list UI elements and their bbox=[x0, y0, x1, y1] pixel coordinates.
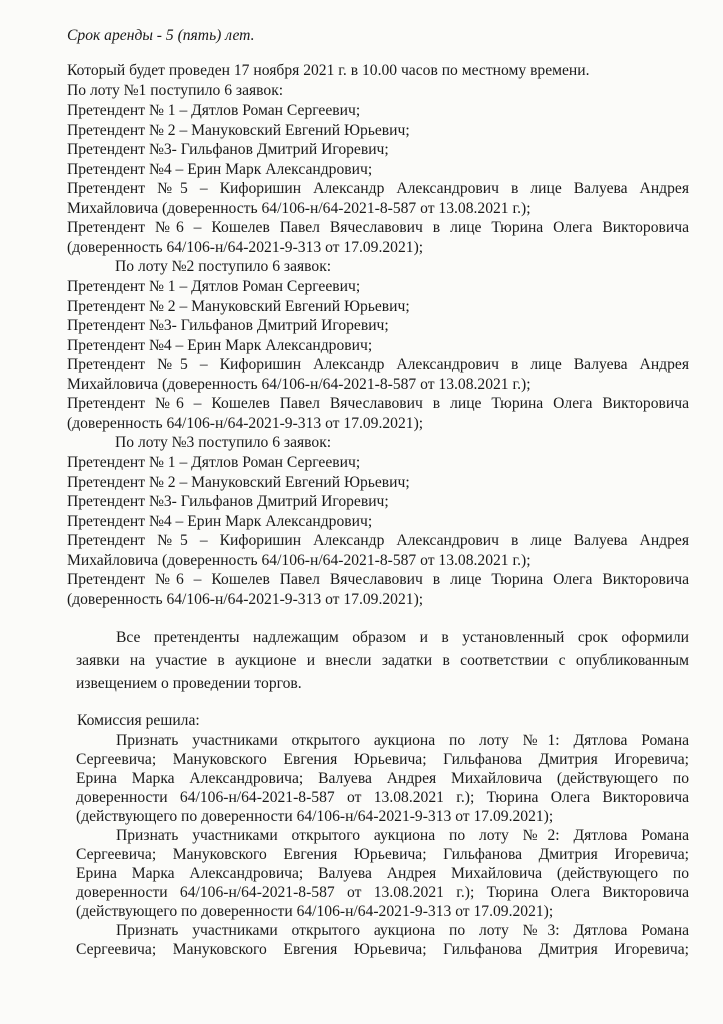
decision-line: Признать участниками открытого аукциона по лоту №1: Дятлова Романа bbox=[116, 732, 689, 749]
decision-line: Ерина Марка Александровича; Валуева Андрея Михайловича (действующего по bbox=[76, 865, 689, 882]
applicant-line: Претендент № 2 – Мануковский Евгений Юрьевич; bbox=[67, 121, 410, 139]
applicant-line: Претендент №6 – Кошелев Павел Вячеславович в лице Тюрина Олега Викторовича bbox=[67, 571, 689, 588]
applicant-line: Претендент № 1 – Дятлов Роман Сергеевич; bbox=[67, 278, 361, 295]
applicant-line: (доверенность 64/106-н/64-2021-9-313 от 17.09.2021); bbox=[67, 414, 424, 432]
decision-line: Признать участниками открытого аукциона по лоту №3: Дятлова Романа bbox=[116, 922, 689, 939]
decision-line: Сергеевича; Мануковского Евгения Юрьевича; Гильфанова Дмитрия Игоревича; bbox=[76, 751, 689, 768]
lease-term: Срок аренды - 5 (пять) лет. bbox=[67, 27, 255, 44]
applicant-line: Претендент № 1 – Дятлов Роман Сергеевич; bbox=[67, 102, 361, 119]
summary-line: извещением о проведении торгов. bbox=[76, 675, 302, 692]
decision-line: Признать участниками открытого аукциона по лоту №2: Дятлова Романа bbox=[116, 827, 689, 844]
decision-line: (действующего по доверенности 64/106-н/64-2021-9-313 от 17.09.2021); bbox=[76, 903, 554, 920]
applicant-line: Михайловича (доверенность 64/106-н/64-2021-8-587 от 13.08.2021 г.); bbox=[67, 375, 531, 393]
lot-header: По лоту №3 поступило 6 заявок: bbox=[115, 434, 332, 451]
decision-line: доверенности 64/106-н/64-2021-8-587 от 13.08.2021 г.); Тюрина Олега Викторовича bbox=[76, 884, 689, 901]
applicant-line: Претендент №3- Гильфанов Дмитрий Игоревич; bbox=[67, 493, 389, 510]
applicant-line: Михайловича (доверенность 64/106-н/64-2021-8-587 от 13.08.2021 г.); bbox=[67, 551, 531, 569]
applicant-line: Претендент № 1 – Дятлов Роман Сергеевич; bbox=[67, 454, 361, 471]
summary-line: заявки на участие в аукционе и внесли задатки в соответствии с опубликованным bbox=[76, 652, 689, 669]
auction-intro: Который будет проведен 17 ноября 2021 г. в 10.00 часов по местному времени. bbox=[67, 62, 590, 79]
decision-line: Ерина Марка Александровича; Валуева Андрея Михайловича (действующего по bbox=[76, 770, 689, 787]
applicant-line: Претендент № 2 – Мануковский Евгений Юрьевич; bbox=[67, 473, 410, 491]
applicant-line: Претендент №4 – Ерин Марк Александрович; bbox=[67, 160, 373, 178]
applicant-line: Михайловича (доверенность 64/106-н/64-2021-8-587 от 13.08.2021 г.); bbox=[67, 199, 531, 217]
applicant-line: Претендент №5 – Кифоришин Александр Александрович в лице Валуева Андрея bbox=[67, 356, 689, 373]
applicant-line: Претендент № 2 – Мануковский Евгений Юрьевич; bbox=[67, 297, 410, 315]
decision-line: (действующего по доверенности 64/106-н/64-2021-9-313 от 17.09.2021); bbox=[76, 808, 554, 825]
applicant-line: Претендент №4 – Ерин Марк Александрович; bbox=[67, 336, 373, 354]
applicant-line: Претендент №3- Гильфанов Дмитрий Игоревич; bbox=[67, 317, 389, 334]
lot-header: По лоту №1 поступило 6 заявок: bbox=[67, 82, 284, 99]
applicant-line: Претендент №5 – Кифоришин Александр Александрович в лице Валуева Андрея bbox=[67, 180, 689, 197]
commission-heading: Комиссия решила: bbox=[77, 712, 200, 729]
applicant-line: (доверенность 64/106-н/64-2021-9-313 от 17.09.2021); bbox=[67, 590, 424, 608]
applicant-line: Претендент №6 – Кошелев Павел Вячеславович в лице Тюрина Олега Викторовича bbox=[67, 395, 689, 412]
applicant-line: Претендент №6 – Кошелев Павел Вячеславович в лице Тюрина Олега Викторовича bbox=[67, 219, 689, 236]
summary-line: Все претенденты надлежащим образом и в установленный срок оформили bbox=[116, 629, 689, 646]
applicant-line: Претендент №5 – Кифоришин Александр Александрович в лице Валуева Андрея bbox=[67, 532, 689, 549]
applicant-line: Претендент №4 – Ерин Марк Александрович; bbox=[67, 512, 373, 530]
lot-header: По лоту №2 поступило 6 заявок: bbox=[115, 258, 332, 275]
decision-line: Сергеевича; Мануковского Евгения Юрьевича; Гильфанова Дмитрия Игоревича; bbox=[76, 941, 689, 958]
applicant-line: (доверенность 64/106-н/64-2021-9-313 от 17.09.2021); bbox=[67, 238, 424, 256]
decision-line: доверенности 64/106-н/64-2021-8-587 от 13.08.2021 г.); Тюрина Олега Викторовича bbox=[76, 789, 689, 806]
decision-line: Сергеевича; Мануковского Евгения Юрьевича; Гильфанова Дмитрия Игоревича; bbox=[76, 846, 689, 863]
applicant-line: Претендент №3- Гильфанов Дмитрий Игоревич; bbox=[67, 141, 389, 158]
